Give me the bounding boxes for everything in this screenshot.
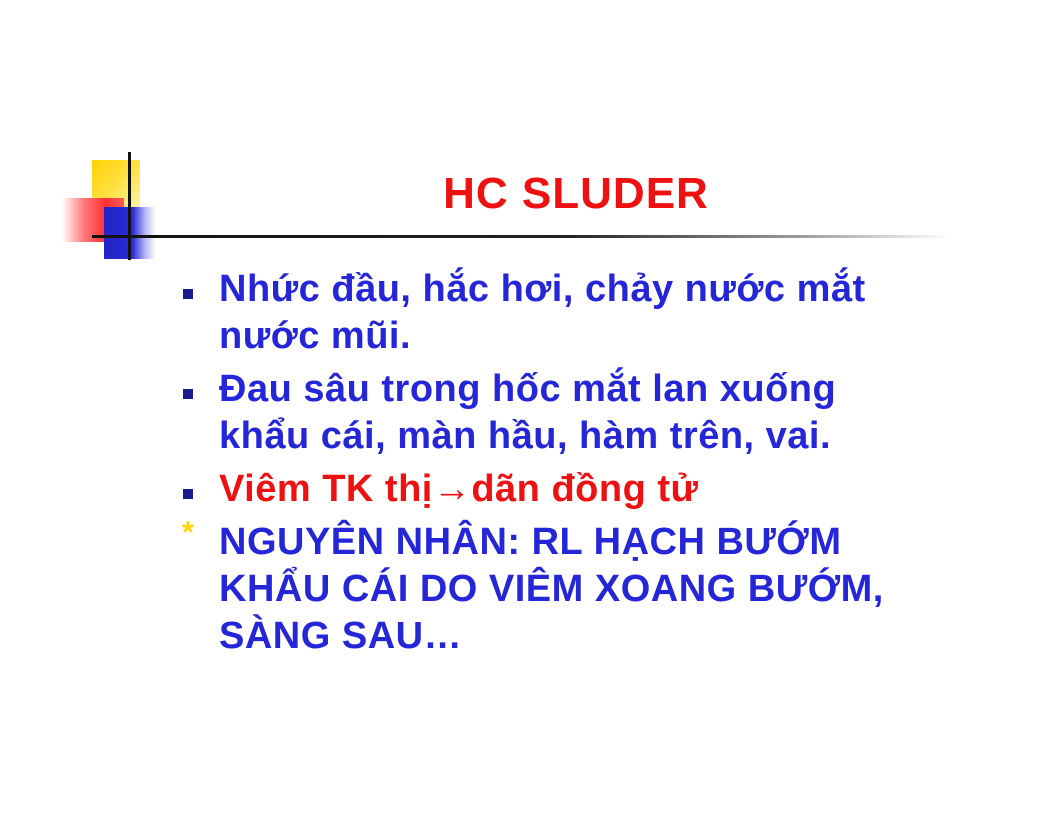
asterisk-bullet-icon: * [182, 516, 195, 549]
bullet-line: khẩu cái, màn hầu, hàm trên, vai. [219, 415, 832, 457]
square-bullet-icon [183, 389, 193, 399]
bullet-line: KHẨU CÁI DO VIÊM XOANG BƯỚM, [219, 568, 884, 610]
bullet-line: SÀNG SAU… [219, 615, 463, 657]
bullet-line: nước mũi. [219, 315, 412, 357]
slide-title: HC SLUDER [443, 169, 709, 218]
bullet-line: Viêm TK thị→dãn đồng tử [219, 468, 699, 510]
bullet-item [180, 516, 1000, 660]
bullet-line: NGUYÊN NHÂN: RL HẠCH BƯỚM [219, 521, 842, 563]
title-underline-rule [92, 235, 952, 238]
square-bullet-icon [183, 289, 193, 299]
bullet-line: Nhức đầu, hắc hơi, chảy nước mắt [219, 268, 866, 310]
bullet-line: Đau sâu trong hốc mắt lan xuống [219, 368, 837, 410]
square-bullet-icon [183, 489, 193, 499]
bullet-item [180, 266, 1000, 360]
bullet-item [180, 466, 1000, 513]
bullet-list [180, 266, 1000, 666]
decorative-vertical-line [128, 152, 131, 260]
bullet-item [180, 366, 1000, 460]
